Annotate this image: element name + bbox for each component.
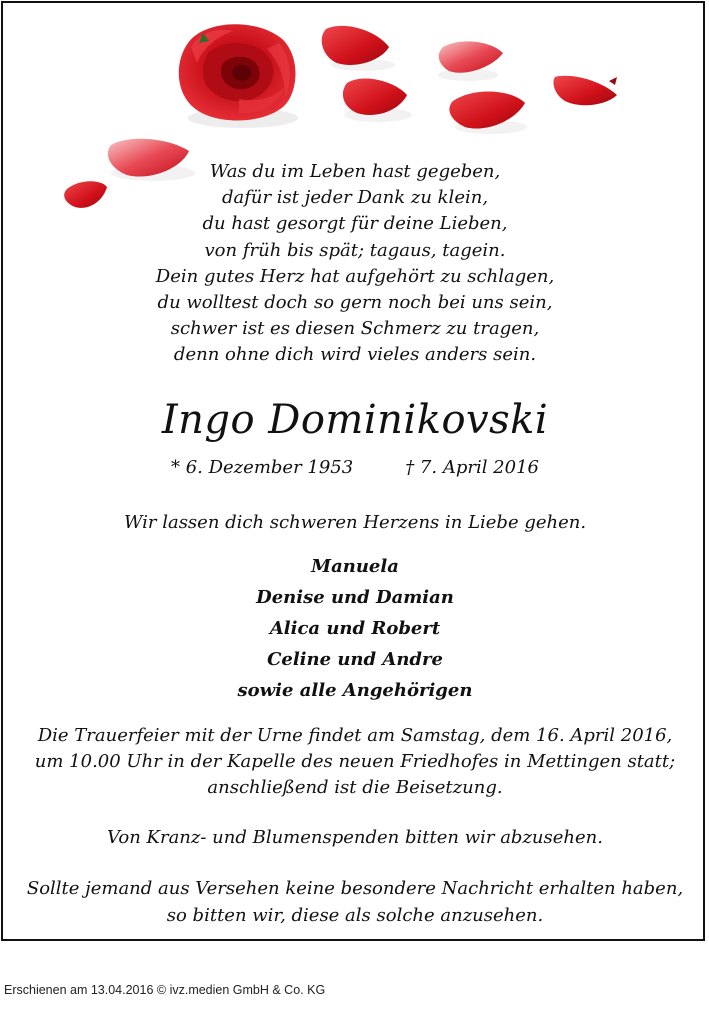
mourner-name: Alica und Robert (269, 618, 441, 639)
poem-line: denn ohne dich wird vieles anders sein. (173, 344, 537, 366)
ceremony-line: anschließend ist die Beisetzung. (207, 777, 503, 798)
poem-line: du hast gesorgt für deine Lieben, (202, 213, 508, 235)
poem-line: du wolltest doch so gern noch bei uns sein, (157, 292, 553, 314)
poem-line: Dein gutes Herz hat aufgehört zu schlagen, (155, 265, 555, 287)
life-dates (3, 455, 705, 481)
rose-icon (179, 24, 296, 120)
farewell-line: Wir lassen dich schweren Herzens in Liebe gehen. (123, 512, 587, 533)
poem-line: schwer ist es diesen Schmerz zu tragen, (170, 318, 540, 340)
poem-line: dafür ist jeder Dank zu klein, (221, 187, 489, 209)
notice-line: Sollte jemand aus Versehen keine besondere Nachricht erhalten haben, (26, 878, 684, 899)
poem-line: Was du im Leben hast gegeben, (209, 161, 501, 182)
mourner-name: Manuela (311, 556, 399, 577)
ceremony-line: Die Trauerfeier mit der Urne findet am Samstag, dem 16. April 2016, (37, 725, 673, 746)
deceased-name: Ingo Dominikovski (161, 397, 549, 443)
notice (3, 875, 705, 929)
mourners-list (3, 551, 705, 706)
birth-date: * 6. Dezember 1953 (170, 457, 354, 478)
notice-line: so bitten wir, diese als solche anzusehen. (166, 905, 544, 926)
ceremony-line: um 10.00 Uhr in der Kapelle des neuen Friedhofes in Mettingen statt; (34, 751, 676, 772)
mourner-name: sowie alle Angehörigen (237, 680, 473, 701)
publication-footer: Erschienen am 13.04.2016 © ivz.medien GmbH & Co. KG (4, 983, 326, 997)
death-date: † 7. April 2016 (405, 457, 539, 478)
obituary-card (1, 1, 705, 941)
ceremony-details (3, 723, 705, 801)
flowers-note: Von Kranz- und Blumenspenden bitten wir abzusehen. (107, 827, 603, 848)
mourner-name: Celine und Andre (267, 649, 443, 670)
poem (3, 159, 705, 369)
poem-line: von früh bis spät; tagaus, tagein. (204, 239, 506, 261)
mourner-name: Denise und Damian (256, 587, 454, 608)
